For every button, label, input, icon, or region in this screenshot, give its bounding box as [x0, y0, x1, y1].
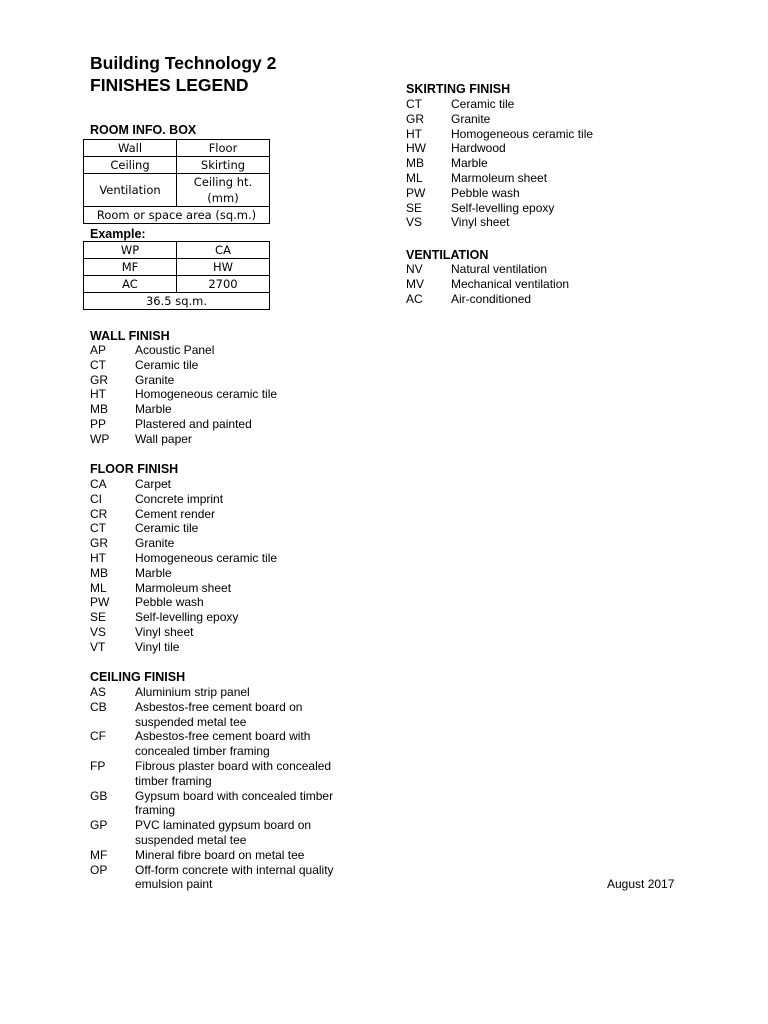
list-item	[90, 789, 334, 819]
item-code: SE	[406, 200, 423, 215]
item-desc-line: Asbestos-free cement board on	[135, 699, 303, 714]
list-item	[90, 848, 334, 863]
item-desc-line: Mineral fibre board on metal tee	[135, 847, 305, 862]
item-desc: Pebble wash	[135, 595, 204, 610]
list-item	[90, 373, 277, 388]
item-desc: Marmoleum sheet	[135, 580, 232, 595]
item-code: VT	[90, 639, 106, 654]
list-item	[90, 477, 277, 492]
example-table	[83, 241, 270, 310]
floor-finish-list	[90, 477, 277, 655]
item-code: PW	[406, 185, 426, 200]
item-desc-line: suspended metal tee	[135, 832, 247, 847]
item-desc: Homogeneous ceramic tile	[135, 387, 278, 402]
ceiling-finish-heading: CEILING FINISH	[90, 670, 186, 684]
item-code: PW	[90, 595, 110, 610]
item-desc: Pebble wash	[451, 185, 520, 200]
item-code: CR	[90, 506, 108, 521]
item-desc: Vinyl sheet	[451, 215, 510, 230]
item-desc	[135, 818, 334, 848]
item-code: CT	[406, 97, 422, 111]
item-desc	[135, 848, 334, 863]
list-item	[90, 507, 277, 522]
table-row	[84, 259, 270, 276]
item-code: MB	[90, 402, 108, 417]
item-desc: Marble	[135, 565, 172, 580]
list-item	[90, 402, 277, 417]
item-desc-line: Fibrous plaster board with concealed	[135, 758, 332, 773]
item-code: CB	[90, 699, 107, 714]
item-desc-line: Off-form concrete with internal quality	[135, 862, 334, 877]
item-desc: Carpet	[135, 477, 172, 491]
item-code: ML	[90, 580, 107, 595]
item-code: GR	[406, 111, 424, 126]
item-desc	[135, 700, 334, 730]
item-code: NV	[406, 262, 423, 276]
item-code: MB	[90, 565, 108, 580]
item-code: CT	[90, 357, 106, 372]
list-item	[406, 97, 593, 112]
item-code: SE	[90, 610, 107, 625]
item-desc-line: emulsion paint	[135, 877, 213, 892]
list-item	[90, 625, 277, 640]
item-desc: Vinyl sheet	[135, 624, 194, 639]
item-code: AS	[90, 685, 107, 699]
list-item	[406, 262, 569, 277]
list-item	[90, 818, 334, 848]
item-desc: Homogeneous ceramic tile	[451, 126, 594, 141]
example-heading: Example:	[90, 227, 146, 241]
item-code: GB	[90, 788, 108, 803]
item-desc	[135, 729, 334, 759]
item-code: FP	[90, 758, 106, 773]
item-code: AC	[406, 291, 423, 306]
room-info-heading: ROOM INFO. BOX	[90, 123, 197, 137]
list-item	[90, 863, 334, 893]
item-code: CA	[90, 477, 107, 491]
list-item	[90, 700, 334, 730]
ventilation-list	[406, 262, 569, 306]
list-item	[90, 536, 277, 551]
table-row	[84, 140, 270, 157]
skirting-finish-heading: SKIRTING FINISH	[406, 82, 511, 96]
table-cell: Wall	[84, 140, 177, 157]
title-line-2: FINISHES LEGEND	[90, 75, 249, 95]
item-code: HT	[406, 126, 422, 141]
list-item	[90, 492, 277, 507]
item-desc-line: PVC laminated gypsum board on	[135, 818, 312, 833]
table-cell: Ventilation	[84, 174, 177, 207]
list-item	[90, 595, 277, 610]
item-desc: Air-conditioned	[451, 291, 532, 306]
list-item	[406, 186, 593, 201]
item-code: ML	[406, 170, 423, 185]
list-item	[90, 640, 277, 655]
item-code: CT	[90, 521, 106, 536]
item-desc	[135, 863, 334, 893]
item-code: PP	[90, 416, 107, 431]
item-desc: Hardwood	[451, 141, 506, 156]
table-row	[84, 276, 270, 293]
item-code: CF	[90, 729, 106, 744]
item-code: MF	[90, 847, 108, 862]
item-desc: Plastered and painted	[135, 416, 252, 431]
table-cell: AC	[84, 276, 177, 293]
item-desc: Marble	[451, 156, 488, 171]
list-item	[90, 759, 334, 789]
item-desc: Ceramic tile	[135, 357, 199, 372]
list-item	[406, 127, 593, 142]
list-item	[406, 215, 593, 230]
item-code: GR	[90, 536, 108, 551]
item-desc: Granite	[135, 372, 175, 387]
skirting-finish-list	[406, 97, 593, 230]
item-code: VS	[406, 215, 423, 230]
item-desc-line: Aluminium strip panel	[135, 685, 250, 699]
table-row	[84, 242, 270, 259]
list-item	[90, 417, 277, 432]
item-desc: Marble	[135, 402, 172, 417]
table-cell: MF	[84, 259, 177, 276]
table-cell: Floor	[177, 140, 270, 157]
item-desc: Ceramic tile	[451, 97, 515, 111]
table-row	[84, 293, 270, 310]
list-item	[406, 171, 593, 186]
list-item	[406, 292, 569, 307]
list-item	[90, 685, 334, 700]
list-item	[406, 141, 593, 156]
item-desc	[135, 759, 334, 789]
list-item	[90, 610, 277, 625]
item-code: MB	[406, 156, 424, 171]
item-code: HT	[90, 387, 106, 402]
list-item	[90, 729, 334, 759]
item-code: GR	[90, 372, 108, 387]
item-desc: Cement render	[135, 506, 216, 521]
item-code: CI	[90, 491, 102, 506]
list-item	[90, 551, 277, 566]
table-cell: CA	[177, 242, 270, 259]
item-desc: Acoustic Panel	[135, 343, 215, 357]
list-item	[90, 566, 277, 581]
item-code: HT	[90, 550, 106, 565]
room-info-table	[83, 139, 270, 224]
item-desc: Vinyl tile	[135, 639, 180, 654]
document-date: August 2017	[607, 877, 675, 891]
item-desc-line: framing	[135, 803, 176, 818]
table-cell: 2700	[177, 276, 270, 293]
table-cell-area: Room or space area (sq.m.)	[84, 207, 270, 224]
item-desc: Homogeneous ceramic tile	[135, 550, 278, 565]
list-item	[90, 581, 277, 596]
item-desc-line: concealed timber framing	[135, 744, 270, 759]
table-row	[84, 174, 270, 207]
item-desc: Self-levelling epoxy	[451, 200, 555, 215]
list-item	[90, 521, 277, 536]
document-title	[90, 52, 276, 96]
list-item	[90, 387, 277, 402]
list-item	[406, 277, 569, 292]
item-desc: Natural ventilation	[451, 262, 548, 276]
list-item	[406, 156, 593, 171]
item-code: WP	[90, 431, 110, 446]
item-desc-line: Asbestos-free cement board with	[135, 729, 311, 744]
item-desc-line: Gypsum board with concealed timber	[135, 788, 334, 803]
list-item	[90, 432, 277, 447]
table-cell: WP	[84, 242, 177, 259]
wall-finish-list	[90, 343, 277, 447]
title-line-1: Building Technology 2	[90, 53, 277, 73]
item-desc: Marmoleum sheet	[451, 170, 548, 185]
item-code: MV	[406, 276, 424, 291]
item-code: AP	[90, 343, 107, 357]
table-cell: Ceiling ht. (mm)	[177, 174, 270, 207]
item-desc	[135, 685, 334, 700]
ceiling-finish-list	[90, 685, 334, 892]
item-desc-line: timber framing	[135, 773, 212, 788]
list-item	[90, 358, 277, 373]
table-cell: HW	[177, 259, 270, 276]
table-row	[84, 207, 270, 224]
item-code: VS	[90, 624, 107, 639]
item-desc: Mechanical ventilation	[451, 276, 570, 291]
item-desc	[135, 789, 334, 819]
item-code: HW	[406, 141, 426, 156]
item-desc: Granite	[135, 536, 175, 551]
table-cell: Skirting	[177, 157, 270, 174]
list-item	[406, 112, 593, 127]
wall-finish-heading: WALL FINISH	[90, 329, 170, 343]
floor-finish-heading: FLOOR FINISH	[90, 462, 179, 476]
table-cell-area: 36.5 sq.m.	[84, 293, 270, 310]
item-desc: Self-levelling epoxy	[135, 610, 239, 625]
list-item	[90, 343, 277, 358]
item-desc: Granite	[451, 111, 491, 126]
item-desc: Wall paper	[135, 431, 192, 446]
item-desc-line: suspended metal tee	[135, 714, 247, 729]
ventilation-heading: VENTILATION	[406, 248, 489, 262]
item-desc: Ceramic tile	[135, 521, 199, 536]
list-item	[406, 201, 593, 216]
item-code: OP	[90, 862, 108, 877]
item-code: GP	[90, 818, 108, 833]
table-row	[84, 157, 270, 174]
item-desc: Concrete imprint	[135, 491, 224, 506]
table-cell: Ceiling	[84, 157, 177, 174]
